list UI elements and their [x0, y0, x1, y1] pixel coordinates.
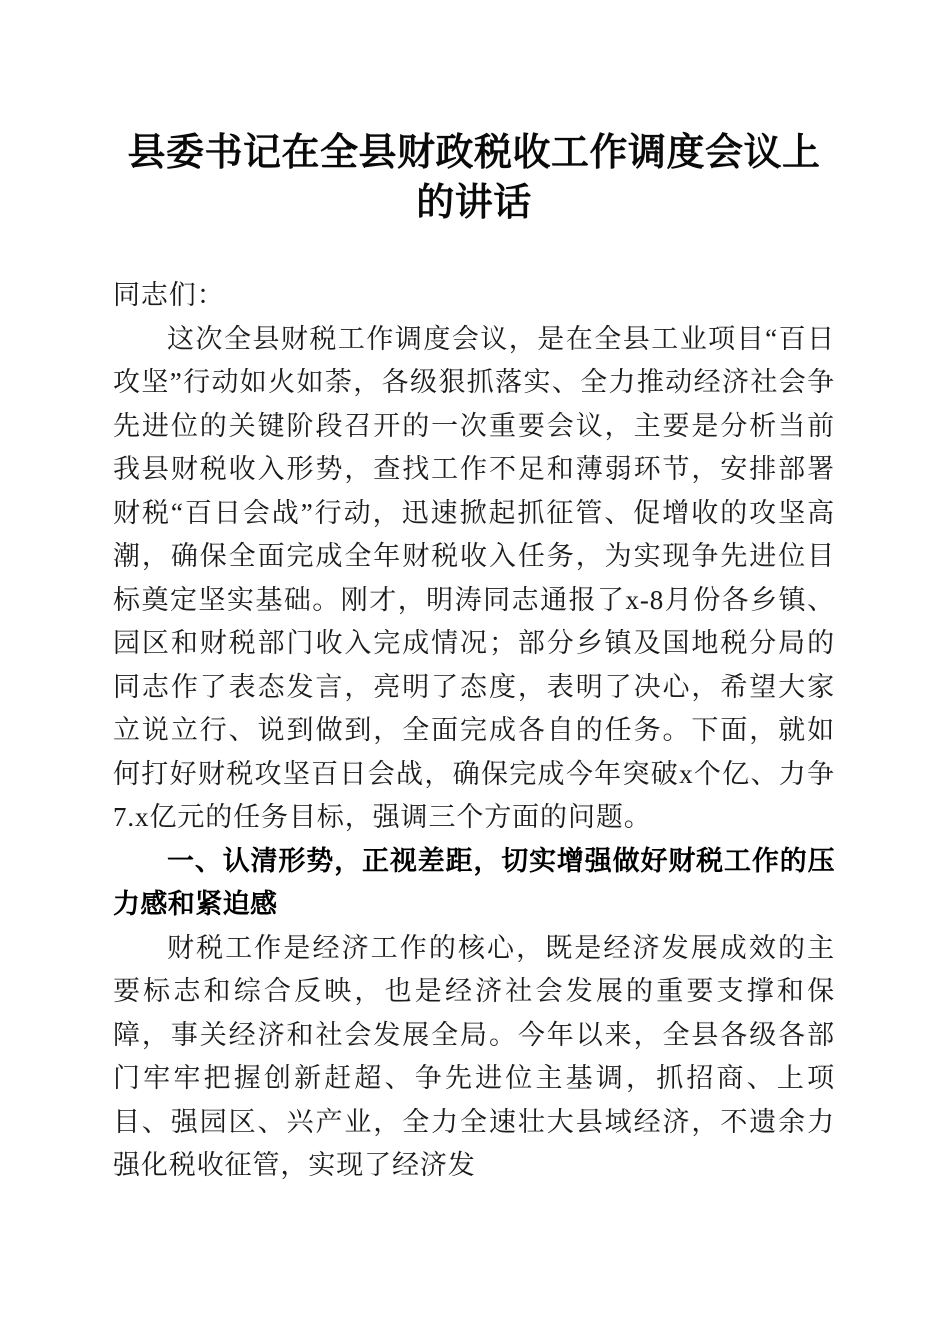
salutation-line: 同志们： — [113, 280, 225, 310]
page-title: 县委书记在全县财政税收工作调度会议上的讲话 — [127, 132, 821, 224]
opening-paragraph: 这次全县财税工作调度会议，是在全县工业项目“百日攻坚”行动如火如荼，各级狠抓落实、全力推动经济社会争先进位的关键阶段召开的一次重要会议，主要是分析当前我县财税收入形势，查找工作不足和薄弱环节，安排部署财税“百日会战”行动，迅速掀起抓征管、促增收的攻坚高潮，确保全面完成全年财税收入任务，为实现争先进位目标奠定坚实基础。刚才，明涛同志通报了x-8月份各乡镇、园区和财税部门收入完成情况；部分乡镇及国地税分局的同志作了表态发言，亮明了态度，表明了决心，希望大家立说立行、说到做到，全面完成各自的任务。下面，就如何打好财税攻坚百日会战，确保完成今年突破x个亿、力争7.x亿元的任务目标，强调三个方面的问题。 — [113, 323, 835, 832]
document-body — [113, 0, 835, 1188]
section-heading-one: 一、认清形势，正视差距，切实增强做好财税工作的压力感和紧迫感 — [113, 845, 835, 919]
section-one-paragraph: 财税工作是经济工作的核心，既是经济发展成效的主要标志和综合反映，也是经济社会发展的重要支撑和保障，事关经济和社会发展全局。今年以来，全县各级各部门牢牢把握创新赶超、争先进位主基调，抓招商、上项目、强园区、兴产业，全力全速壮大县域经济，不遗余力强化税收征管，实现了经济发 — [113, 932, 835, 1180]
